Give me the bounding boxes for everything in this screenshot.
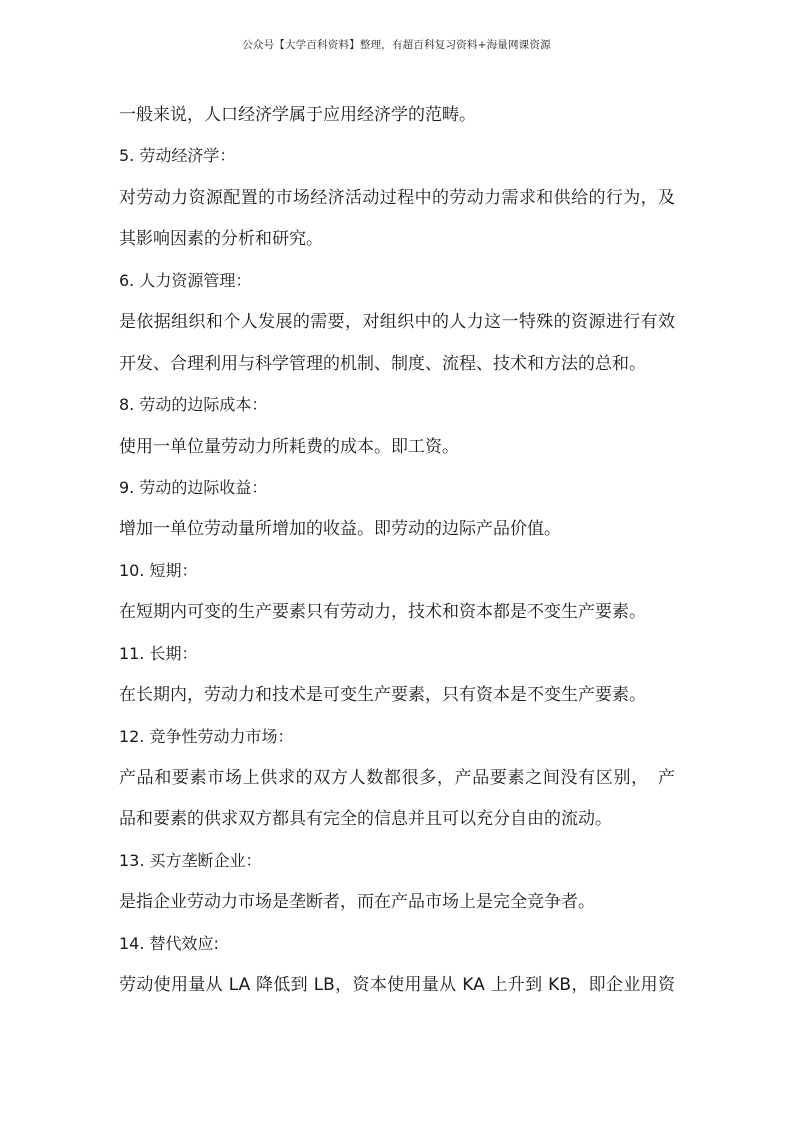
paragraph-line: 品和要素的供求双方都具有完全的信息并且可以充分自由的流动。	[119, 809, 612, 830]
term-heading: 10. 短期：	[119, 560, 198, 580]
paragraph-line: 一般来说，人口经济学属于应用经济学的范畴。	[119, 105, 476, 125]
paragraph-line: 产品和要素市场上供求的双方人数都很多，产品要素之间没有区别， 产	[119, 768, 675, 788]
paragraph-line: 增加一单位劳动量所增加的收益。即劳动的边际产品价值。	[119, 519, 561, 540]
term-heading: 11. 长期：	[119, 643, 198, 663]
paragraph-line: 对劳动力资源配置的市场经济活动过程中的劳动力需求和供给的行为，及	[119, 187, 675, 208]
paragraph-line: 是指企业劳动力市场是垄断者，而在产品市场上是完全竞争者。	[119, 892, 595, 913]
paragraph-line: 是依据组织和个人发展的需要，对组织中的人力这一特殊的资源进行有效	[119, 312, 675, 333]
paragraph-line: 开发、合理利用与科学管理的机制、制度、流程、技术和方法的总和。	[119, 353, 646, 374]
term-heading: 6. 人力资源管理：	[119, 270, 252, 290]
document-body	[119, 100, 675, 1012]
paragraph-line: 其影响因素的分析和研究。	[119, 229, 323, 250]
paragraph-line: 在短期内可变的生产要素只有劳动力，技术和资本都是不变生产要素。	[119, 602, 646, 623]
paragraph-line: 在长期内，劳动力和技术是可变生产要素，只有资本是不变生产要素。	[119, 685, 646, 706]
term-heading: 5. 劳动经济学：	[119, 146, 236, 166]
paragraph-line: 劳动使用量从 LA 降低到 LB，资本使用量从 KA 上升到 KB，即企业用资	[119, 975, 675, 996]
term-heading: 13. 买方垄断企业：	[119, 850, 262, 870]
term-heading: 12. 竞争性劳动力市场：	[119, 726, 294, 746]
term-heading: 8. 劳动的边际成本：	[119, 395, 268, 415]
term-heading: 9. 劳动的边际收益：	[119, 477, 268, 497]
term-heading: 14. 替代效应:	[119, 933, 219, 953]
paragraph-line: 使用一单位量劳动力所耗费的成本。即工资。	[119, 436, 459, 457]
page-header: 公众号【大学百科资料】整理，有超百科复习资料+海量网课资源	[242, 39, 551, 51]
